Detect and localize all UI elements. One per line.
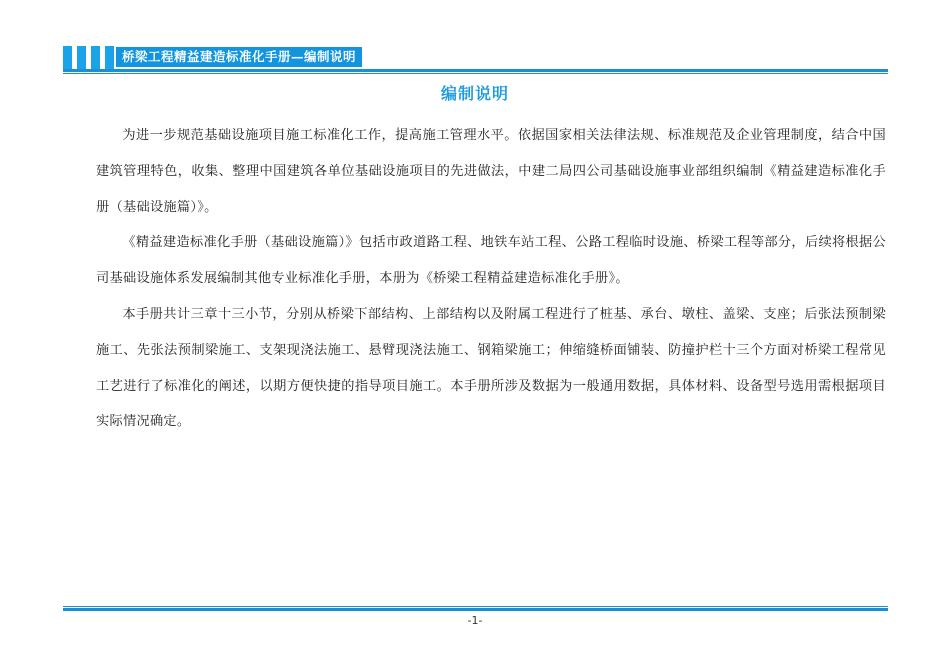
header-rule-thick bbox=[63, 69, 888, 72]
header-bar bbox=[91, 46, 100, 70]
footer-rule-thin bbox=[63, 606, 888, 607]
footer-rule-thick bbox=[63, 608, 888, 611]
header-bar bbox=[105, 46, 114, 70]
page-number: -1- bbox=[467, 614, 483, 627]
paragraph: 为进一步规范基础设施项目施工标准化工作，提高施工管理水平。依据国家相关法律法规、标准规范及企业管理制度，结合中国建筑管理特色，收集、整理中国建筑各单位基础设施项目的先进做法，中建二局四公司基础设施事业部组织编制《精益建造标准化手册（基础设施篇）》。 bbox=[96, 128, 886, 215]
document-title: 编制说明 bbox=[440, 84, 509, 103]
paragraph: 本手册共计三章十三小节，分别从桥梁下部结构、上部结构以及附属工程进行了桩基、承台、墩柱、盖梁、支座；后张法预制梁施工、先张法预制梁施工、支架现浇法施工、悬臂现浇法施工、钢箱梁施工；伸缩缝桥面铺装、防撞护栏十三个方面对桥梁工程常见工艺进行了标准化的阐述，以期方便快捷的指导项目施工。本手册所涉及数据为一般通用数据，具体材料、设备型号选用需根据项目实际情况确定。 bbox=[96, 306, 886, 430]
header-rule-thin bbox=[63, 73, 888, 74]
header-bar bbox=[77, 46, 86, 70]
paragraph: 《精益建造标准化手册（基础设施篇）》包括市政道路工程、地铁车站工程、公路工程临时设施、桥梁工程等部分，后续将根据公司基础设施体系发展编制其他专业标准化手册，本册为《桥梁工程精益建造标准化手册》。 bbox=[96, 235, 886, 287]
header-title: 桥梁工程精益建造标准化手册—编制说明 bbox=[116, 47, 362, 67]
document-body bbox=[96, 118, 886, 440]
header-bar bbox=[63, 46, 72, 70]
